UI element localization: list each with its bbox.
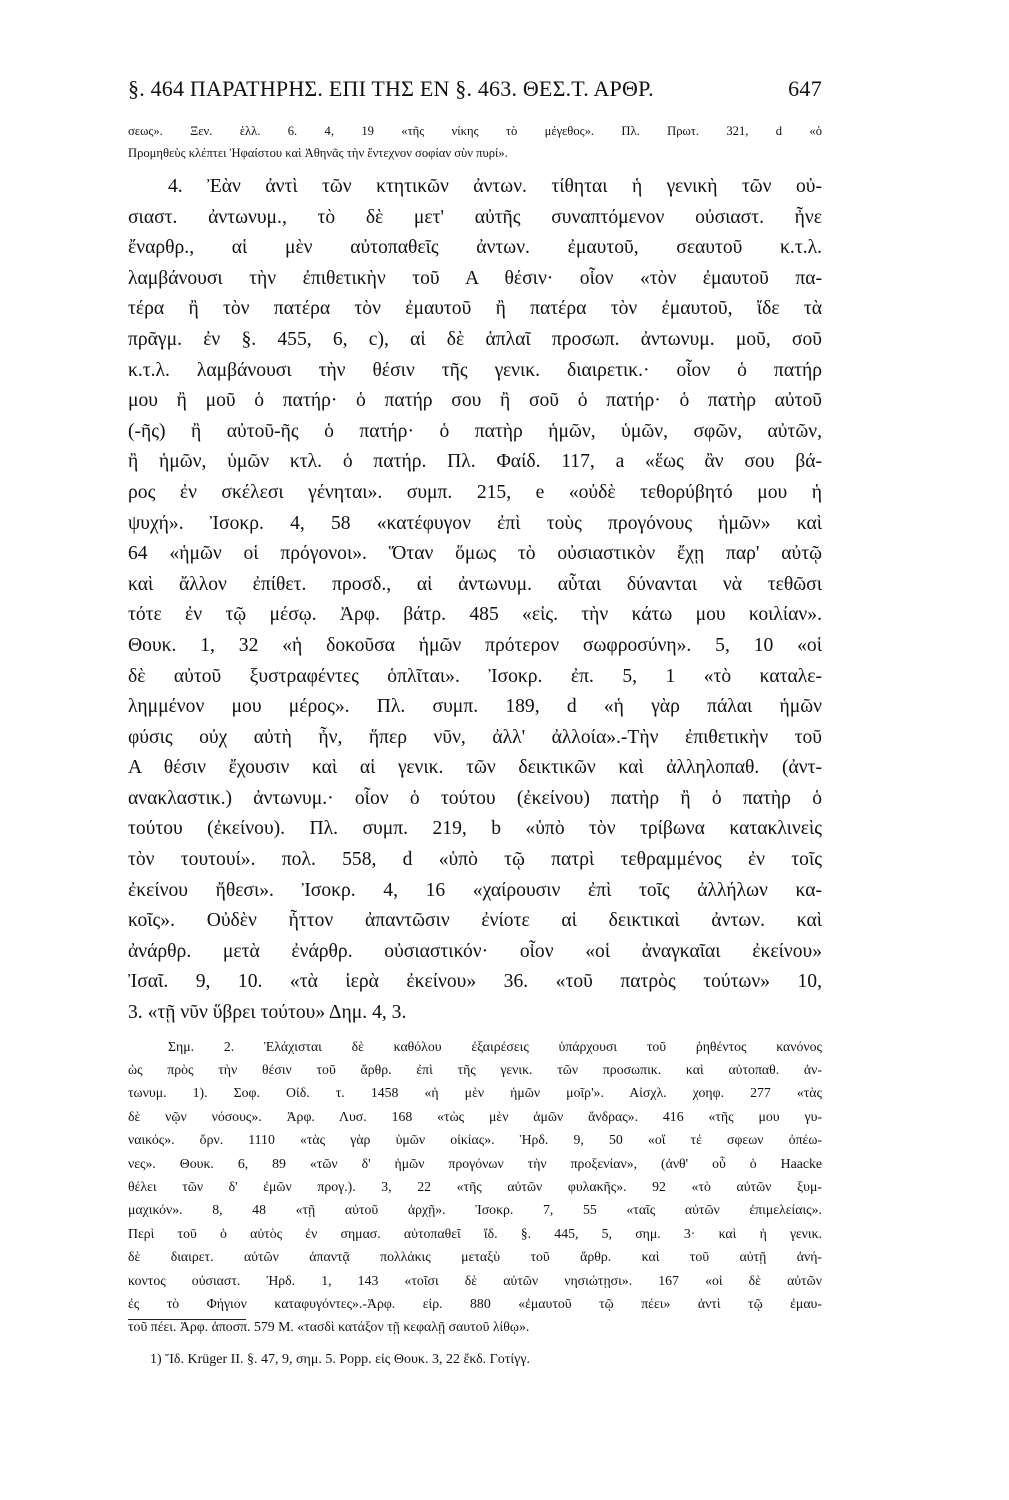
text-line: καὶ ἄλλον ἐπίθετ. προσδ., αἱ ἀντωνυμ. αὗται δύνανται νὰ τεθῶσι bbox=[128, 573, 822, 595]
text-line: Περὶ τοῦ ὁ αὐτὸς ἐν σημασ. αὐτοπαθεῖ ἴδ. §. 445, 5, σημ. 3· καὶ ἡ γενικ. bbox=[128, 1225, 822, 1241]
main-paragraph bbox=[128, 172, 822, 1029]
footnote: 1) Ἴδ. Krüger II. §. 47, 9, σημ. 5. Popp. εἰς Θουκ. 3, 22 ἔκδ. Γοτίγγ. bbox=[150, 1352, 531, 1367]
top-citation-block bbox=[128, 120, 822, 164]
text-line: θέλει τῶν δ' ἐμῶν προγ.). 3, 22 «τῆς αὐτῶν φυλακῆς». 92 «τὸ αὐτῶν ξυμ- bbox=[128, 1178, 822, 1194]
header-title: §. 464 ΠΑΡΑΤΗΡΗΣ. ΕΠΙ ΤΗΣ ΕΝ §. 463. ΘΕΣ.Τ. ΑΡΘΡ. bbox=[128, 76, 654, 101]
text-line: τὸν τουτουί». πολ. 558, d «ὑπὸ τῷ πατρὶ τεθραμμένος ἐν τοῖς bbox=[128, 849, 822, 871]
text-line: δὲ διαιρετ. αὐτῶν ἀπαντᾷ πολλάκις μεταξὺ τοῦ ἄρθρ. καὶ τοῦ αὐτῇ ἀνή- bbox=[128, 1249, 822, 1265]
note-block bbox=[128, 1035, 822, 1339]
text-line: Προμηθεὺς κλέπτει Ἡφαίστου καὶ Ἀθηνᾶς τὴν ἔντεχνον σοφίαν σὺν πυρί». bbox=[128, 146, 508, 160]
text-line: (-ῆς) ἢ αὐτοῦ-ῆς ὁ πατήρ· ὁ πατὴρ ἡμῶν, ὑμῶν, σφῶν, αὐτῶν, bbox=[128, 420, 822, 442]
text-line: μαχικόν». 8, 48 «τῇ αὐτοῦ ἀρχῇ». Ἰσοκρ. 7, 55 «ταῖς αὐτῶν ἐπιμελείαις». bbox=[128, 1202, 822, 1218]
text-line: τοῦ πέει. Ἀρφ. ἀποσπ. 579 Μ. «τασδὶ κατάξον τῇ κεφαλῇ σαυτοῦ λίθῳ». bbox=[128, 1319, 530, 1335]
text-line: σεως». Ξεν. ἑλλ. 6. 4, 19 «τῆς νίκης τὸ μέγεθος». Πλ. Πρωτ. 321, d «ὁ bbox=[128, 124, 822, 138]
text-line: τέρα ἢ τὸν πατέρα τὸν ἐμαυτοῦ ἢ πατέρα τὸν ἐμαυτοῦ, ἴδε τὰ bbox=[128, 298, 822, 320]
text-line: ἀνάρθρ. μετὰ ἐνάρθρ. οὐσιαστικόν· οἷον «οἱ ἀναγκαῖαι ἐκείνου» bbox=[128, 940, 822, 962]
text-line: λαμβάνουσι τὴν ἐπιθετικὴν τοῦ Α θέσιν· οἷον «τὸν ἐμαυτοῦ πα- bbox=[128, 267, 822, 289]
text-line: Θουκ. 1, 32 «ἡ δοκοῦσα ἡμῶν πρότερον σωφροσύνη». 5, 10 «οἱ bbox=[128, 634, 822, 656]
text-line: Ἰσαῖ. 9, 10. «τὰ ἱερὰ ἐκείνου» 36. «τοῦ πατρὸς τούτων» 10, bbox=[128, 971, 822, 993]
footnote-rule bbox=[128, 1319, 246, 1320]
text-line: ρος ἐν σκέλεσι γένηται». συμπ. 215, e «οὐδὲ τεθορύβητό μου ἡ bbox=[128, 481, 822, 503]
text-line: δὲ αὐτοῦ ξυστραφέντες ὁπλῖται». Ἰσοκρ. ἐπ. 5, 1 «τὸ καταλε- bbox=[128, 665, 822, 687]
text-line: τότε ἐν τῷ μέσῳ. Ἀρφ. βάτρ. 485 «εἰς. τὴν κάτω μου κοιλίαν». bbox=[128, 604, 822, 626]
text-line: ἢ ἡμῶν, ὑμῶν κτλ. ὁ πατήρ. Πλ. Φαίδ. 117, a «ἕως ἂν σου βά- bbox=[128, 451, 822, 473]
text-line: ἐς τὸ Φήγιον καταφυγόντες».-Ἀρφ. εἰρ. 880 «ἐμαυτοῦ τῷ πέει» ἀντὶ τῷ ἐμαυ- bbox=[128, 1295, 822, 1311]
text-line: κ.τ.λ. λαμβάνουσι τὴν θέσιν τῆς γενικ. διαιρετικ.· οἷον ὁ πατήρ bbox=[128, 359, 822, 381]
text-line: Σημ. 2. Ἐλάχισται δὲ καθόλου ἐξαιρέσεις ὑπάρχουσι τοῦ ῥηθέντος κανόνος bbox=[168, 1038, 822, 1054]
text-line: νες». Θουκ. 6, 89 «τῶν δ' ἡμῶν προγόνων τὴν προξενίαν», (ἀνθ' οὗ ὁ Haacke bbox=[128, 1155, 822, 1171]
text-line: 64 «ἡμῶν οἱ πρόγονοι». Ὅταν ὅμως τὸ οὐσιαστικὸν ἔχῃ παρ' αὐτῷ bbox=[128, 543, 822, 565]
text-line: τούτου (ἐκείνου). Πλ. συμπ. 219, b «ὑπὸ τὸν τρίβωνα κατακλινεὶς bbox=[128, 818, 822, 840]
text-line: κοντος οὐσιαστ. Ἡρδ. 1, 143 «τοῖσι δὲ αὐτῶν νησιώτῃσι». 167 «οἱ δὲ αὐτῶν bbox=[128, 1272, 822, 1288]
text-line: Α θέσιν ἔχουσιν καὶ αἱ γενικ. τῶν δεικτικῶν καὶ ἀλληλοπαθ. (ἀντ- bbox=[128, 757, 822, 779]
text-line: 3. «τῇ νῦν ὕβρει τούτου» Δημ. 4, 3. bbox=[128, 1002, 407, 1024]
text-line: 4. Ἐὰν ἀντὶ τῶν κτητικῶν ἀντων. τίθηται ἡ γενικὴ τῶν οὐ- bbox=[168, 176, 822, 197]
text-line: ὡς πρὸς τὴν θέσιν τοῦ ἄρθρ. ἐπὶ τῆς γενικ. τῶν προσωπικ. καὶ αὐτοπαθ. ἀν- bbox=[128, 1062, 822, 1078]
text-line: ἐκείνου ἤθεσι». Ἰσοκρ. 4, 16 «χαίρουσιν ἐπὶ τοῖς ἀλλήλων κα- bbox=[128, 879, 822, 901]
text-line: πρᾶγμ. ἐν §. 455, 6, c), αἱ δὲ ἁπλαῖ προσωπ. ἀντωνυμ. μοῦ, σοῦ bbox=[128, 328, 822, 350]
page-number: 647 bbox=[788, 76, 822, 101]
text-line: δὲ νῷν νόσους». Ἀρφ. Λυσ. 168 «τὼς μὲν ἁμῶν ἄνδρας». 416 «τῆς μου γυ- bbox=[128, 1108, 822, 1124]
page bbox=[128, 76, 822, 1339]
text-line: ψυχή». Ἰσοκρ. 4, 58 «κατέφυγον ἐπὶ τοὺς προγόνους ἡμῶν» καὶ bbox=[128, 512, 822, 534]
running-header bbox=[128, 76, 822, 120]
text-line: μου ἢ μοῦ ὁ πατήρ· ὁ πατήρ σου ἢ σοῦ ὁ πατήρ· ὁ πατὴρ αὐτοῦ bbox=[128, 390, 822, 412]
text-line: ἔναρθρ., αἱ μὲν αὐτοπαθεῖς ἀντων. ἐμαυτοῦ, σεαυτοῦ κ.τ.λ. bbox=[128, 237, 822, 259]
text-line: σιαστ. ἀντωνυμ., τὸ δὲ μετ' αὐτῆς συναπτόμενον οὐσιαστ. ἦνε bbox=[128, 206, 822, 228]
text-line: λημμένον μου μέρος». Πλ. συμπ. 189, d «ἡ γὰρ πάλαι ἡμῶν bbox=[128, 696, 822, 718]
text-line: ναικός». ὄρν. 1110 «τὰς γὰρ ὑμῶν οἰκίας». Ἡρδ. 9, 50 «οἵ τέ σφεων ὀπέω- bbox=[128, 1132, 822, 1148]
text-line: φύσις οὐχ αὐτὴ ἦν, ἥπερ νῦν, ἀλλ' ἀλλοία».-Τὴν ἐπιθετικὴν τοῦ bbox=[128, 726, 822, 748]
text-line: ανακλαστικ.) ἀντωνυμ.· οἷον ὁ τούτου (ἐκείνου) πατὴρ ἢ ὁ πατὴρ ὁ bbox=[128, 787, 822, 809]
text-line: τωνυμ. 1). Σοφ. Οἰδ. τ. 1458 «ἡ μὲν ἡμῶν μοῖρ'». Αἰσχλ. χοηφ. 277 «τὰς bbox=[128, 1085, 822, 1101]
text-line: κοῖς». Οὐδὲν ἧττον ἀπαντῶσιν ἐνίοτε αἱ δεικτικαὶ ἀντων. καὶ bbox=[128, 910, 822, 932]
